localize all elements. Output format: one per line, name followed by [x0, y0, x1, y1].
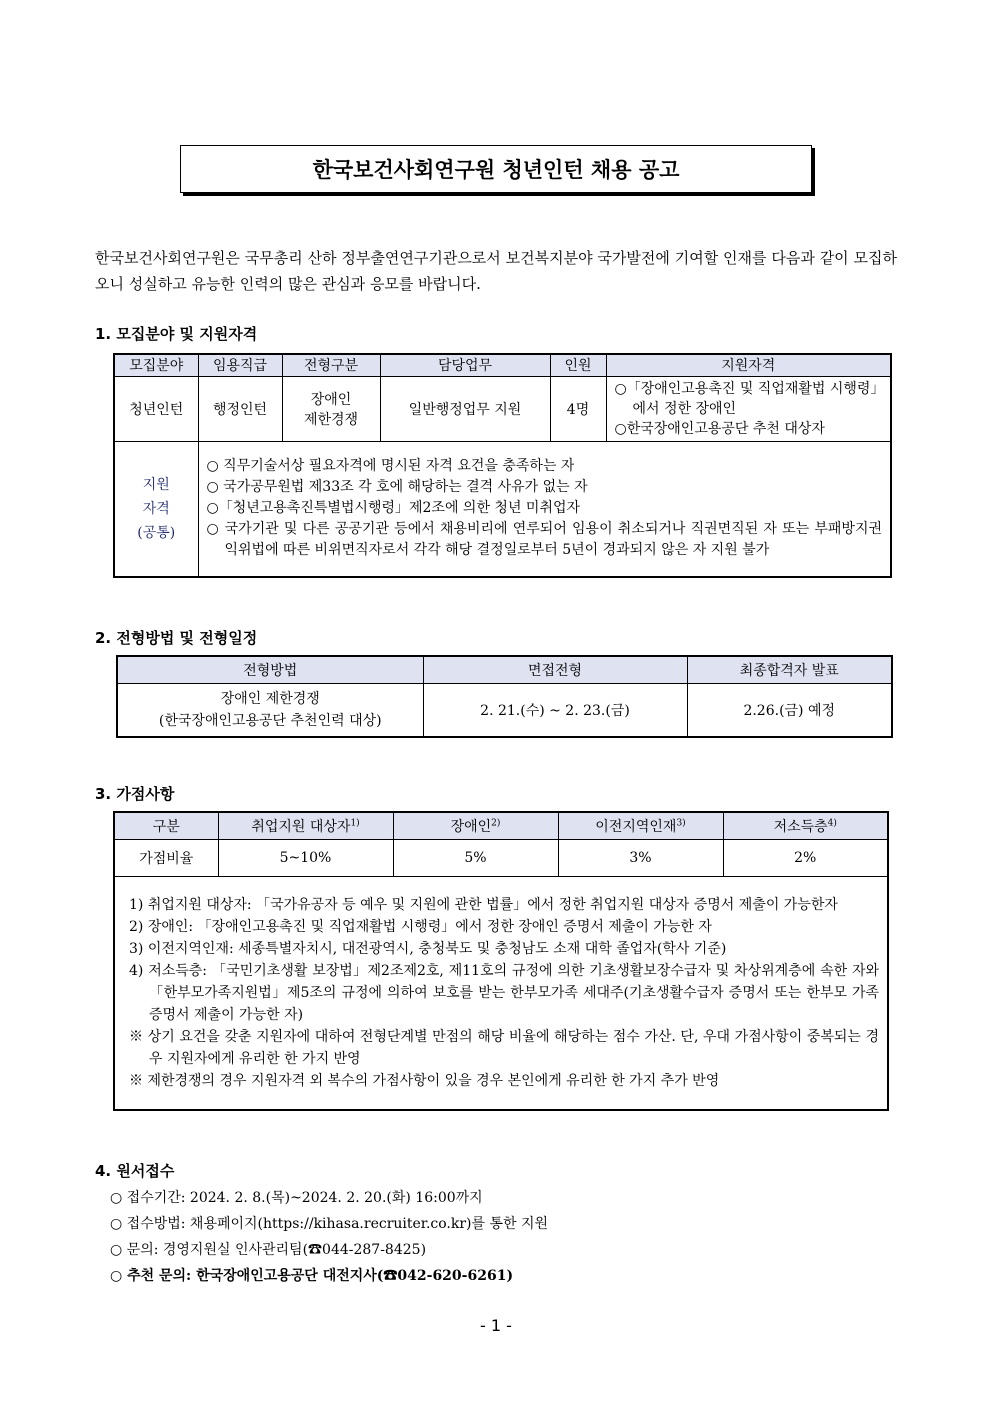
qualification-table [113, 353, 892, 578]
bonus-value: 5% [393, 839, 558, 876]
common-qualification-row [114, 441, 891, 577]
header-duty: 담당업무 [380, 354, 550, 376]
header-type: 전형구분 [282, 354, 380, 376]
type-line2: 제한경쟁 [303, 411, 359, 428]
bonus-table [113, 811, 889, 1111]
method-line1: 장애인 제한경쟁 [220, 690, 320, 707]
bonus-label-cell: 가점비율 [114, 839, 218, 876]
method-cell [117, 683, 423, 737]
note-item: 2) 장애인: 「장애인고용촉진 및 직업재활법 시행령」에서 정한 장애인 증명서 제출이 가능한 자 [129, 918, 712, 935]
bonus-value: 2% [723, 839, 888, 876]
footnote-mark: 4) [827, 818, 837, 829]
schedule-row [117, 683, 892, 737]
schedule-header-row [117, 656, 892, 683]
header-text: 이전지역인재 [595, 818, 677, 835]
header-text: 취업지원 대상자 [251, 818, 351, 835]
page-number: - 1 - [480, 1316, 512, 1335]
section1-heading: 1. 모집분야 및 지원자격 [95, 325, 258, 343]
common-item: ○ 직무기술서상 필요자격에 명시된 자격 요건을 충족하는 자 [206, 458, 575, 475]
common-items-cell [198, 441, 891, 577]
bonus-value: 3% [558, 839, 723, 876]
common-label-line: 자격 [142, 500, 170, 517]
header-grade: 임용직급 [198, 354, 282, 376]
common-label-cell [114, 441, 198, 577]
qualification-row [114, 376, 891, 441]
header-disabled [393, 812, 558, 839]
grade-cell: 행정인턴 [198, 376, 282, 441]
qual-item: ○한국장애인고용공단 추천 대상자 [614, 420, 825, 437]
application-contact: ○ 문의: 경영지원실 인사관리팀(☎044-287-8425) [110, 1242, 427, 1258]
header-qualification: 지원자격 [606, 354, 891, 376]
application-list [110, 1185, 548, 1289]
type-line1: 장애인 [310, 391, 352, 408]
bonus-value: 5~10% [218, 839, 393, 876]
bonus-notes-cell [114, 876, 888, 1110]
interview-cell: 2. 21.(수) ~ 2. 23.(금) [423, 683, 687, 737]
qualification-header-row [114, 354, 891, 376]
count-cell: 4명 [550, 376, 606, 441]
note-item: ※ 상기 요건을 갖춘 지원자에 대하여 전형단계별 만점의 해당 비율에 해당하는 점수 가산. 단, 우대 가점사항이 중복되는 경우 지원자에게 유리한 한 가지 반영 [129, 1028, 879, 1067]
header-method: 전형방법 [117, 656, 423, 683]
header-count: 인원 [550, 354, 606, 376]
section2-heading: 2. 전형방법 및 전형일정 [95, 629, 258, 647]
duty-cell: 일반행정업무 지원 [380, 376, 550, 441]
common-item: ○「청년고용촉진특별법시행령」제2조에 의한 청년 미취업자 [206, 500, 581, 517]
application-method: ○ 접수방법: 채용페이지(https://kihasa.recruiter.co.kr)를 통한 지원 [110, 1216, 549, 1232]
header-employment-support [218, 812, 393, 839]
bonus-header-row [114, 812, 888, 839]
note-item: 4) 저소득층: 「국민기초생활 보장법」제2조제2호, 제11호의 규정에 의한 기초생활보장수급자 및 차상위계층에 속한 자와 「한부모가족지원법」제5조의 규정에 의하여 보호를 받는 한부모가족 세대주(기초생활수급자 증명서 또는 한부모 가족 증명서 제출이 가능한 자) [129, 962, 879, 1023]
field-cell: 청년인턴 [114, 376, 198, 441]
bonus-notes-row [114, 876, 888, 1110]
header-category: 구분 [114, 812, 218, 839]
note-item: ※ 제한경쟁의 경우 지원자격 외 복수의 가점사항이 있을 경우 본인에게 유리한 한 가지 추가 반영 [129, 1072, 720, 1089]
intro-paragraph: 한국보건사회연구원은 국무총리 산하 정부출연연구기관으로서 보건복지분야 국가발전에 기여할 인재를 다음과 같이 모집하오니 성실하고 유능한 인력의 많은 관심과 응모를 바랍니다. [95, 249, 897, 293]
header-interview: 면접전형 [423, 656, 687, 683]
common-item: ○ 국가공무원법 제33조 각 호에 해당하는 결격 사유가 없는 자 [206, 479, 588, 496]
header-low-income [723, 812, 888, 839]
recommendation-contact: ○ 추천 문의: 한국장애인고용공단 대전지사(☎042-620-6261) [110, 1268, 514, 1284]
header-text: 저소득층 [773, 818, 828, 835]
qual-item: ○「장애인고용촉진 및 직업재활법 시행령」에서 정한 장애인 [614, 380, 878, 417]
page-title: 한국보건사회연구원 청년인턴 채용 공고 [180, 145, 812, 193]
bonus-row [114, 839, 888, 876]
schedule-table [116, 655, 893, 738]
application-period: ○ 접수기간: 2024. 2. 8.(목)~2024. 2. 20.(화) 16:00까지 [110, 1190, 483, 1206]
note-item: 1) 취업지원 대상자: 「국가유공자 등 예우 및 지원에 관한 법률」에서 정한 취업지원 대상자 증명서 제출이 가능한자 [129, 896, 838, 913]
section3-heading: 3. 가점사항 [95, 785, 175, 803]
header-relocation [558, 812, 723, 839]
common-item: ○ 국가기관 및 다른 공공기관 등에서 채용비리에 연루되어 임용이 취소되거나 직권면직된 자 또는 부패방지권익위법에 따른 비위면직자로서 각각 해당 결정일로부터 5년이 경과되지 않은 자 지원 불가 [206, 521, 882, 559]
footnote-mark: 3) [676, 818, 686, 829]
note-item: 3) 이전지역인재: 세종특별자치시, 대전광역시, 충청북도 및 충청남도 소재 대학 졸업자(학사 기준) [129, 940, 727, 957]
header-text: 장애인 [450, 818, 492, 835]
footnote-mark: 1) [350, 818, 360, 829]
type-cell [282, 376, 380, 441]
qual-cell [606, 376, 891, 441]
method-line2: (한국장애인고용공단 추천인력 대상) [158, 712, 382, 729]
common-label-line: (공통) [137, 524, 176, 541]
section4-heading: 4. 원서접수 [95, 1162, 175, 1180]
header-field: 모집분야 [114, 354, 198, 376]
common-label-line: 지원 [142, 476, 170, 493]
announce-cell: 2.26.(금) 예정 [687, 683, 892, 737]
footnote-mark: 2) [491, 818, 501, 829]
header-announce: 최종합격자 발표 [687, 656, 892, 683]
